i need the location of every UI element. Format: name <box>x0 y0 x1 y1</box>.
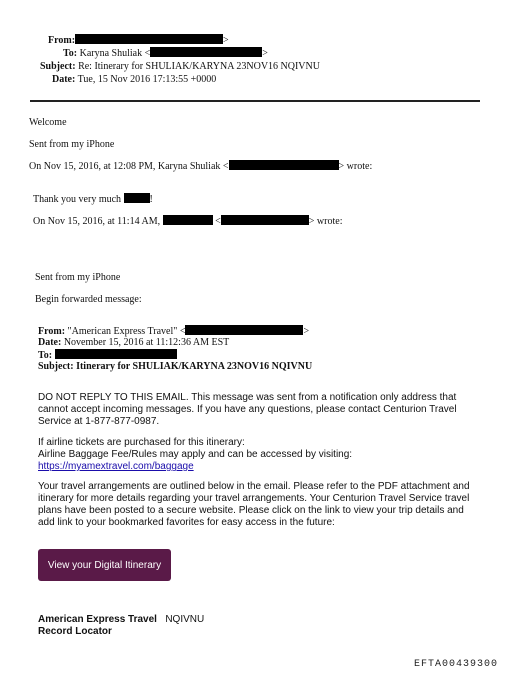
document-id: EFTA00439300 <box>414 659 499 670</box>
record-locator <box>38 614 204 638</box>
header-to-label: To: <box>63 48 78 59</box>
fwd-from: From: "American Express Travel" < > <box>38 326 310 337</box>
fwd-date: Date: November 15, 2016 at 11:12:36 AM EST <box>38 337 230 348</box>
arrangements-block: Your travel arrangements are outlined below in the email. Please refer to the PDF attachment and itinerary for more details regarding your travel arrangements. Your Centurion Travel Service travel plans have been posted to a secure website. Please click on the link to view your trip details and add link to your bookmarked favorites for easy access in the future: <box>38 481 470 528</box>
quote-line-1: On Nov 15, 2016, at 12:08 PM, Karyna Shuliak < > wrote: <box>29 161 373 172</box>
redaction-bar <box>229 160 339 170</box>
redaction-bar <box>185 325 303 335</box>
quote-line-2: On Nov 15, 2016, at 11:14 AM, < > wrote: <box>33 216 343 227</box>
redaction-bar <box>55 349 177 359</box>
header-to-name: Karyna Shuliak < <box>79 48 151 59</box>
header-from-label: From: <box>48 35 76 46</box>
header-subject-value: Re: Itinerary for SHULIAK/KARYNA 23NOV16 NQIVNU <box>78 61 320 72</box>
redaction-bar <box>150 47 262 57</box>
fwd-to-label: To: <box>38 350 53 361</box>
notice-block: DO NOT REPLY TO THIS EMAIL. This message was sent from a notification only address that cannot accept incoming messages. If you have any questions, please contact Centurion Travel Service at 1-877-877-0987. <box>38 392 457 427</box>
header-subject <box>40 60 320 74</box>
redaction-bar <box>221 215 309 225</box>
header-divider <box>30 100 480 102</box>
header-from: From: > <box>48 35 229 46</box>
view-digital-itinerary-button[interactable]: View your Digital Itinerary <box>38 549 171 581</box>
sent-from-iphone-2: Sent from my iPhone <box>35 272 121 283</box>
begin-forwarded: Begin forwarded message: <box>35 294 142 305</box>
sent-from-iphone: Sent from my iPhone <box>29 139 115 150</box>
fwd-date-label: Date: <box>38 337 62 348</box>
welcome-text: Welcome <box>29 117 67 128</box>
baggage-link[interactable]: https://myamextravel.com/baggage <box>38 461 194 472</box>
locator-code: NQIVNU <box>165 614 205 625</box>
header-to: To: Karyna Shuliak < > <box>63 48 268 59</box>
fwd-subject-label: Subject: <box>38 361 74 372</box>
fwd-from-label: From: <box>38 326 66 337</box>
fwd-subject: Subject: Itinerary for SHULIAK/KARYNA 23NOV16 NQIVNU <box>38 361 313 372</box>
header-date-value: Tue, 15 Nov 2016 17:13:55 +0000 <box>77 74 217 85</box>
header-date-label: Date: <box>52 74 76 85</box>
redaction-bar <box>75 34 223 44</box>
locator-label: Record Locator <box>38 626 112 637</box>
header-date <box>52 73 216 87</box>
agency-name: American Express Travel <box>38 614 157 625</box>
thanks-text: Thank you very much ! <box>33 194 153 205</box>
baggage-block: If airline tickets are purchased for this itinerary: Airline Baggage Fee/Rules may apply and can be accessed by visiting: https://myamextravel.com/baggage <box>38 437 353 472</box>
redaction-bar <box>124 193 150 203</box>
header-subject-label: Subject: <box>40 61 76 72</box>
redaction-bar <box>163 215 213 225</box>
